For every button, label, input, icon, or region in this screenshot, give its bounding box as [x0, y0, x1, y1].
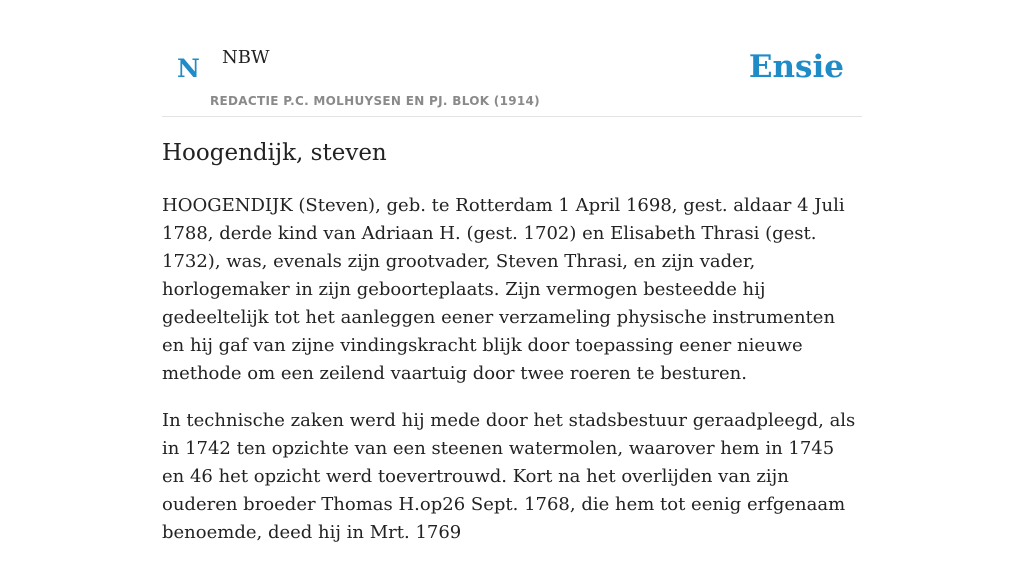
- article-title: Hoogendijk, steven: [162, 140, 387, 166]
- page-container: [162, 0, 862, 543]
- article-body: [162, 192, 862, 566]
- article-paragraph: In technische zaken werd hij mede door het stadsbestuur geraadpleegd, als in 1742 ten opzichte van een steenen watermolen, waarover hem in 1745 en 46 het opzicht werd toevertrouwd. Kort na het overlijden van zijn ouderen broeder Thomas H.op26 Sept. 1768, die hem tot eenig erfgenaam benoemde, deed hij in Mrt. 1769: [162, 410, 856, 543]
- source-logo[interactable]: N: [177, 54, 200, 83]
- source-name: NBW: [222, 47, 270, 68]
- article-paragraph: HOOGENDIJK (Steven), geb. te Rotterdam 1 April 1698, gest. aldaar 4 Juli 1788, derde kind van Adriaan H. (gest. 1702) en Elisabeth Thrasi (gest. 1732), was, evenals zijn grootvader, Steven Thrasi, en zijn vader, horlogemaker in zijn geboorteplaats. Zijn vermogen besteedde hij gedeeltelijk tot het aanleggen eener verzameling physische instrumenten en hij gaf van zijne vindingskracht blijk door toepassing eener nieuwe methode om een zeilend vaartuig door twee roeren te besturen.: [162, 195, 845, 384]
- site-header: [162, 0, 862, 117]
- brand-logo[interactable]: Ensie: [748, 49, 844, 85]
- source-subtitle: REDACTIE P.C. MOLHUYSEN EN PJ. BLOK (1914): [210, 94, 540, 108]
